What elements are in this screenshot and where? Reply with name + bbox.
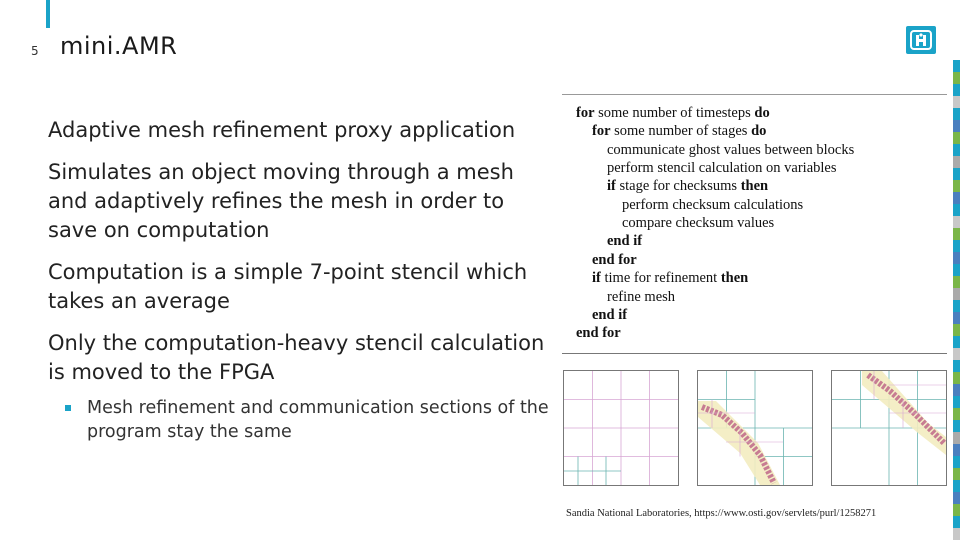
algorithm-line: communicate ghost values between blocks — [607, 142, 855, 158]
mesh-refinement-illustrations — [563, 370, 948, 486]
decorative-color-strip — [953, 60, 960, 540]
algorithm-line: if time for refinement then — [592, 270, 749, 286]
sub-bullet-item — [48, 396, 553, 444]
algorithm-line: refine mesh — [607, 289, 676, 305]
algorithm-pseudocode — [562, 94, 947, 354]
page-number: 5 — [31, 44, 39, 58]
algorithm-line: perform checksum calculations — [622, 197, 804, 213]
algorithm-line: end for — [592, 252, 637, 268]
slide-title: mini.AMR — [60, 32, 178, 60]
algorithm-line: for some number of timesteps do — [576, 105, 770, 121]
algorithm-line: compare checksum values — [622, 215, 775, 231]
mesh-illustration — [563, 370, 679, 486]
sub-bullet-text: Mesh refinement and communication sections of the program stay the same — [87, 398, 549, 442]
bullet-item: Adaptive mesh refinement proxy application — [48, 118, 516, 142]
mesh-illustration — [831, 370, 947, 486]
square-bullet-icon — [65, 405, 71, 411]
mesh-illustration — [697, 370, 813, 486]
algorithm-line: end for — [576, 325, 621, 341]
bullet-item: Only the computation-heavy stencil calculation is moved to the FPGA — [48, 331, 545, 384]
image-source-caption: Sandia National Laboratories, https://www.osti.gov/servlets/purl/1258271 — [566, 508, 877, 519]
title-accent-bar — [46, 0, 50, 28]
bullet-item: Computation is a simple 7-point stencil which takes an average — [48, 260, 528, 313]
algorithm-line: end if — [592, 307, 628, 323]
algorithm-line: for some number of stages do — [592, 123, 767, 139]
algorithm-line: end if — [607, 233, 643, 249]
bullet-list — [48, 116, 553, 444]
bullet-item: Simulates an object moving through a mesh and adaptively refines the mesh in order to save on computation — [48, 160, 514, 242]
algorithm-line: perform stencil calculation on variables — [607, 160, 837, 176]
sandia-logo-icon — [906, 26, 936, 54]
algorithm-line: if stage for checksums then — [607, 178, 769, 194]
